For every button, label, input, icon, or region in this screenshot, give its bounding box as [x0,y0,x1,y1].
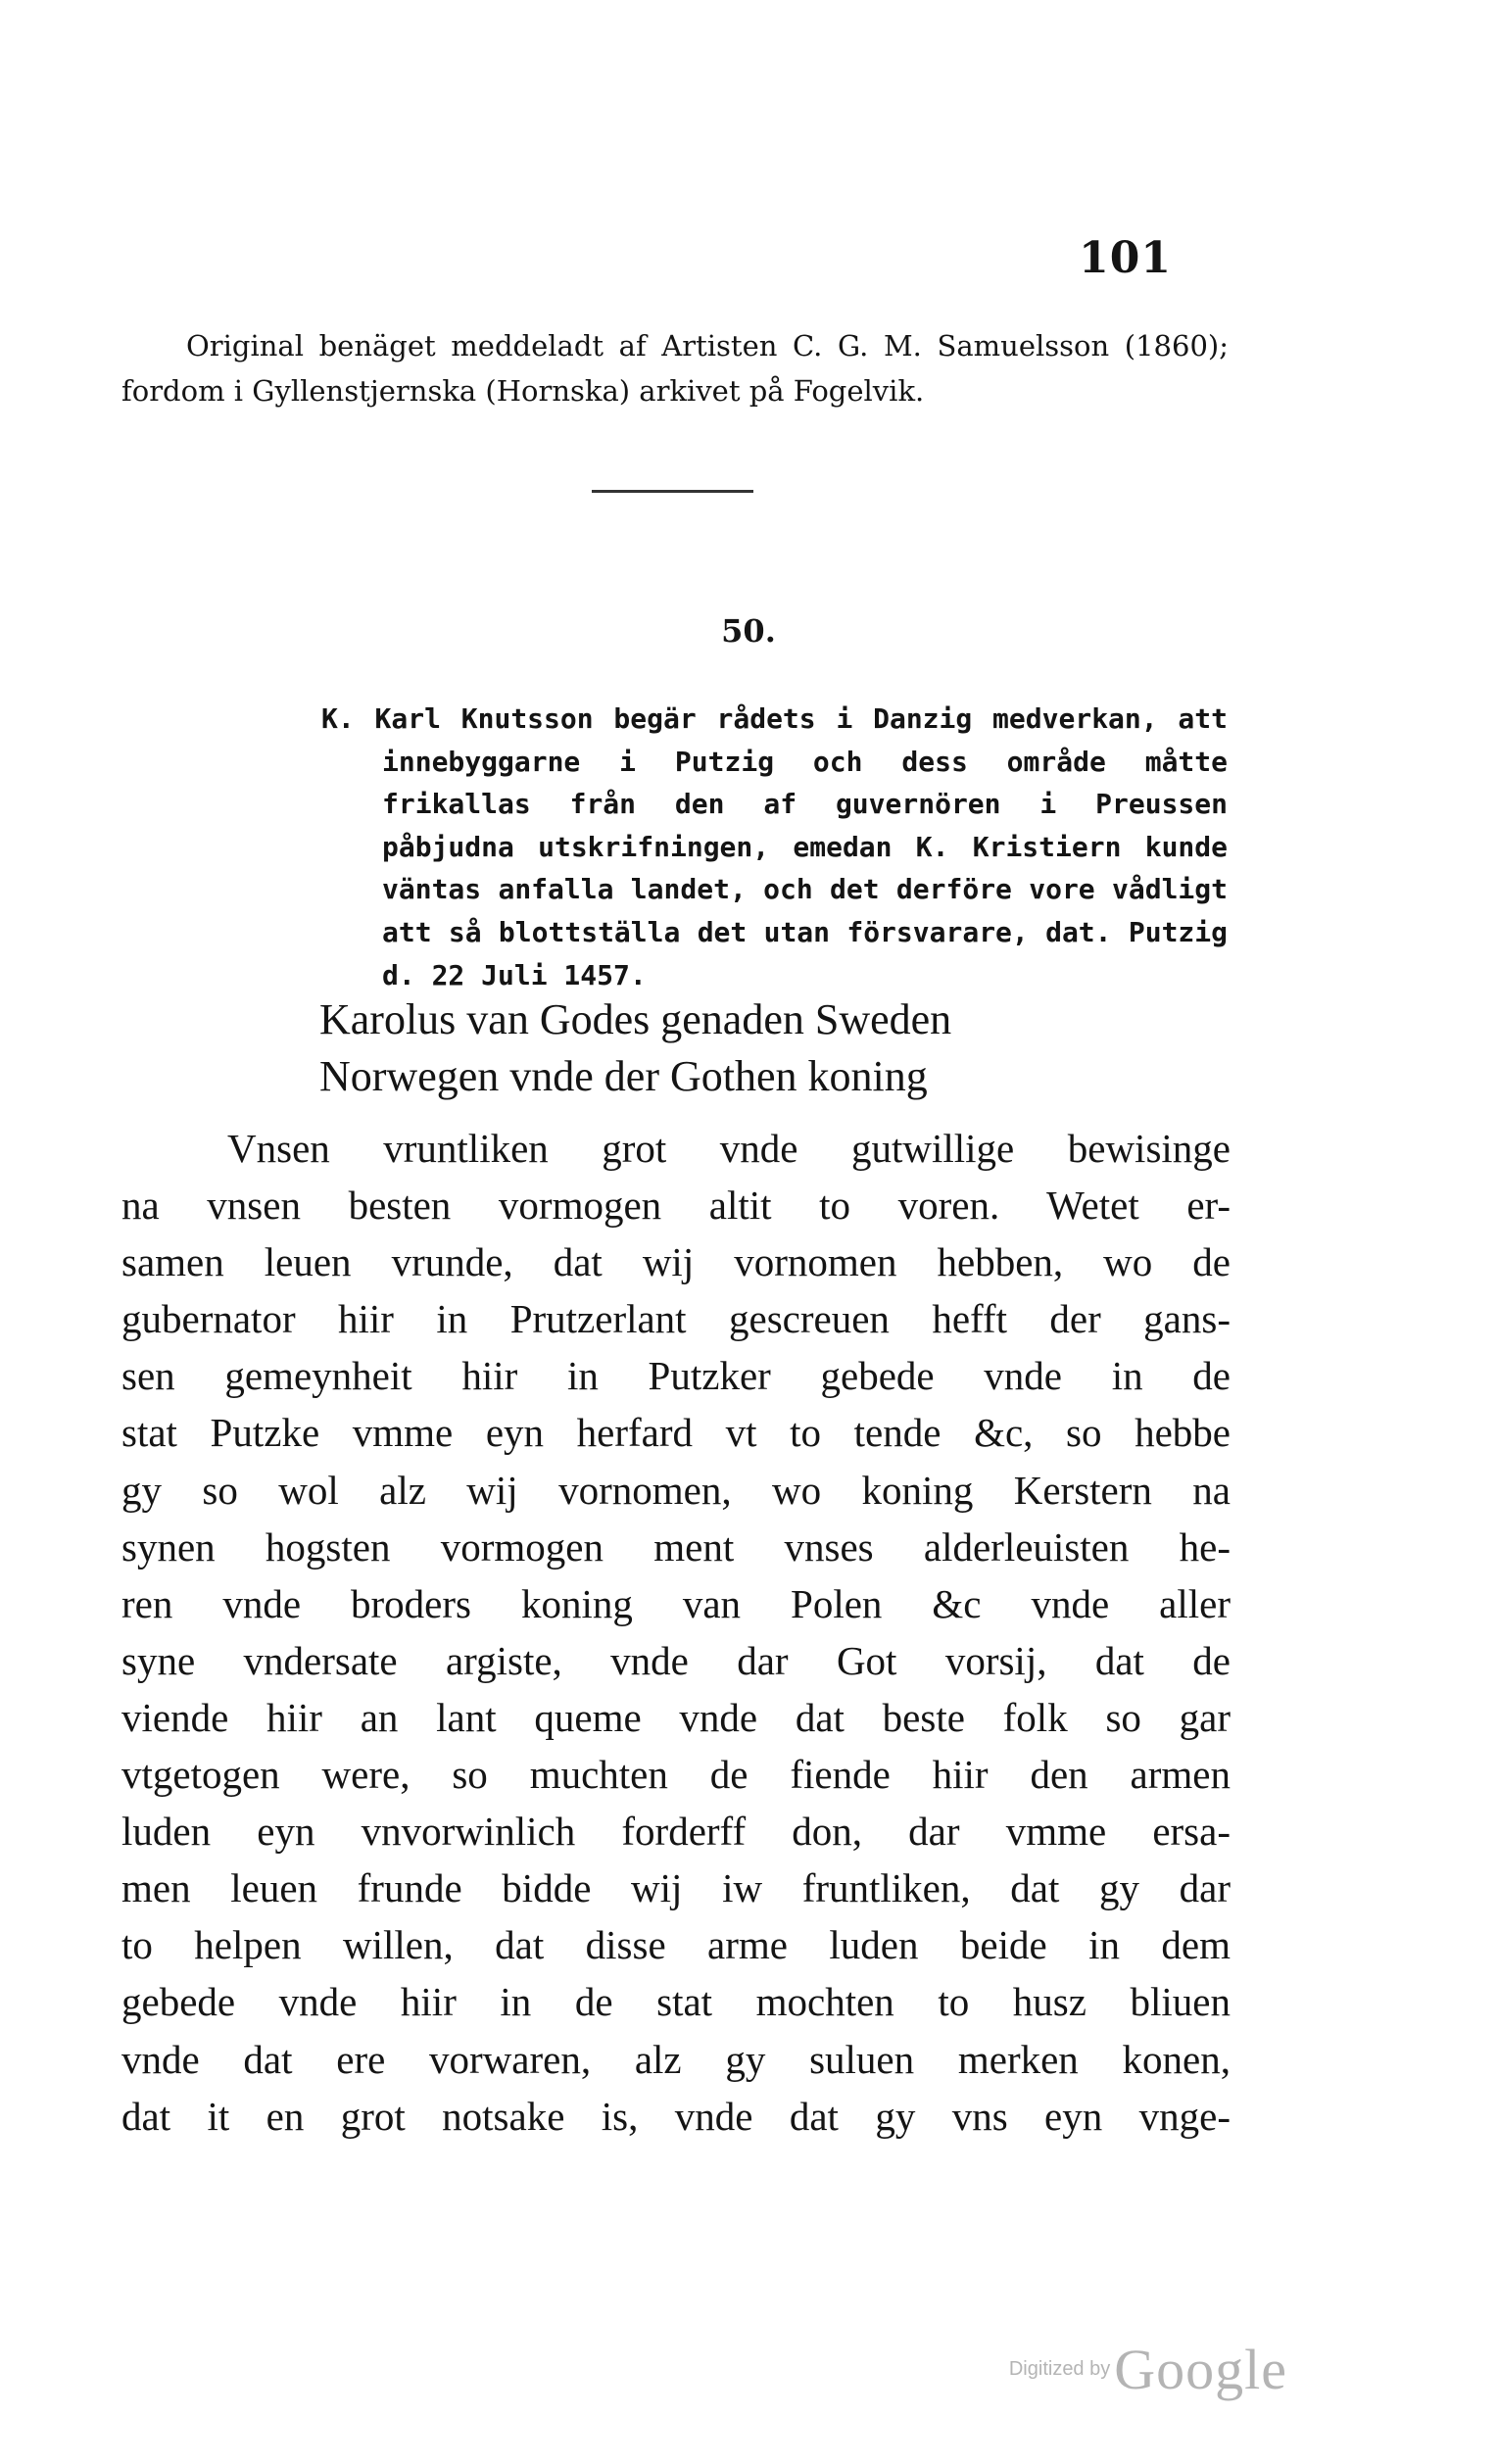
body-line: syne vndersate argiste, vnde dar Got vorsij, dat de [121,1637,1231,1683]
digitized-watermark [1009,2337,1287,2402]
body-line: gy so wol alz wij vornomen, wo koning Kerstern na [121,1467,1231,1513]
body-line: gebede vnde hiir in de stat mochten to husz bliuen [121,1979,1231,2025]
document-summary: K. Karl Knutsson begär rådets i Danzig medverkan, att innebyggarne i Putzig och dess område måtte frikallas från den af guvernören i Preussen påbjudna utskrifningen, emedan K. Kristiern kunde väntas anfalla landet, och det derföre vore vådligt att så blottställa det utan försvarare, dat. Putzig d. 22 Juli 1457. [321,702,1228,991]
source-note: Original benäget meddeladt af Artisten C. G. M. Samuelsson (1860); fordom i Gyllenstjernska (Hornska) arkivet på Fogelvik. [121,329,1229,408]
body-line: luden eyn vnvorwinlich forderff don, dar vmme ersa- [121,1809,1231,1855]
letter-body [121,1120,1231,2145]
body-line: vnde dat ere vorwaren, alz gy suluen merken konen, [121,2036,1231,2082]
body-line: ren vnde broders koning van Polen &c vnde aller [121,1580,1231,1626]
body-line: to helpen willen, dat disse arme luden beide in dem [121,1922,1231,1968]
body-line: sen gemeynheit hiir in Putzker gebede vnde in de [121,1353,1231,1399]
body-line: samen leuen vrunde, dat wij vornomen hebben, wo de [121,1239,1231,1285]
page-number: 101 [1079,233,1172,283]
watermark-brand: Google [1114,2338,1287,2401]
body-line: dat it en grot notsake is, vnde dat gy vns eyn vnge- [121,2093,1231,2139]
salutation-line: Karolus van Godes genaden Sweden [319,995,952,1043]
body-line: men leuen frunde bidde wij iw fruntliken, dat gy dar [121,1865,1231,1911]
body-line: synen hogsten vormogen ment vnses alderleuisten he- [121,1523,1231,1570]
body-line: Vnsen vruntliken grot vnde gutwillige bewisinge [227,1126,1231,1171]
section-divider [592,490,753,493]
body-line: stat Putzke vmme eyn herfard vt to tende &c, so hebbe [121,1410,1231,1456]
document-number: 50. [721,612,776,650]
watermark-prefix: Digitized by [1008,2358,1111,2380]
body-line: viende hiir an lant queme vnde dat beste folk so gar [121,1694,1231,1740]
body-line: na vnsen besten vormogen altit to voren. Wetet er- [121,1183,1231,1229]
body-line: vtgetogen were, so muchten de fiende hiir den armen [121,1752,1231,1798]
body-line: gubernator hiir in Prutzerlant gescreuen hefft der gans- [121,1296,1231,1342]
salutation [319,991,951,1105]
salutation-line: Norwegen vnde der Gothen koning [319,1052,928,1100]
